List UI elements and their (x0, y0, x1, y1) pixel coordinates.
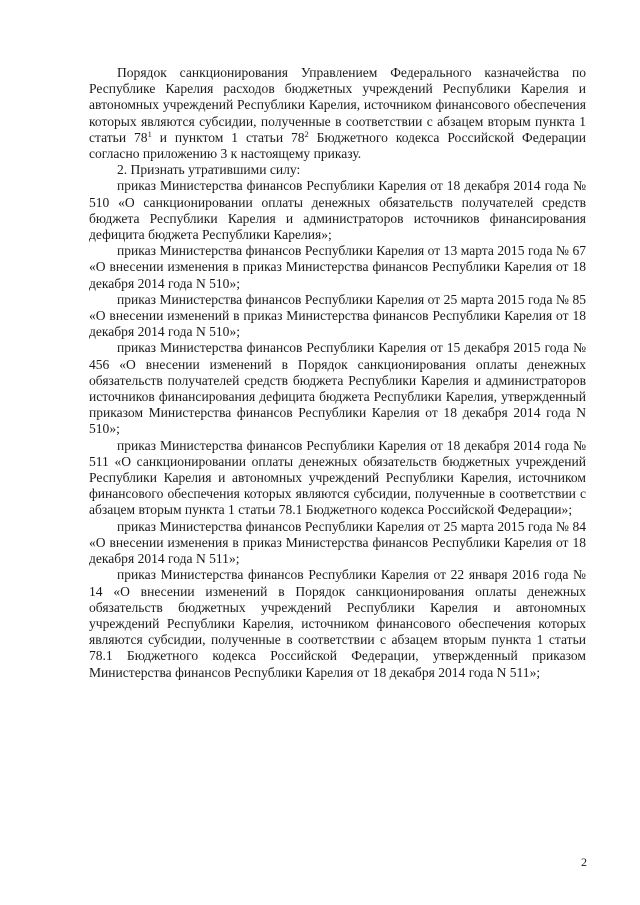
order-paragraph-3: приказ Министерства финансов Республики Карелия от 25 марта 2015 года № 85 «О внесении изменений в приказ Министерства финансов Республики Карелия от 18 декабря 2014 года N 510»; (89, 291, 586, 340)
order-paragraph-5: приказ Министерства финансов Республики Карелия от 18 декабря 2014 года № 511 «О санкционировании оплаты денежных обязательств бюджетных учреждений Республики Карелия и автономных учреждений Республики Карелия, источником финансового обеспечения которых являются субсидии, полученные в соответствии с абзацем вторым пункта 1 статьи 78.1 Бюджетного кодекса Российской Федерации»; (89, 437, 586, 518)
intro-text-part-3: Бюджетного кодекса Российской Федерации согласно приложению 3 к настоящему приказу. (89, 129, 586, 162)
intro-paragraph (89, 65, 586, 162)
document-body (89, 65, 586, 681)
footnote-sup-2: 2 (304, 128, 309, 139)
intro-text-part-2: и пунктом 1 статьи 78 (151, 129, 305, 145)
page-number: 2 (581, 855, 587, 869)
order-paragraph-1: приказ Министерства финансов Республики Карелия от 18 декабря 2014 года № 510 «О санкционировании оплаты денежных обязательств получателей средств бюджета Республики Карелия и администраторов источников финансирования дефицита бюджета Республики Карелия»; (89, 178, 586, 243)
order-paragraph-2: приказ Министерства финансов Республики Карелия от 13 марта 2015 года № 67 «О внесении изменения в приказ Министерства финансов Республики Карелия от 18 декабря 2014 года N 510»; (89, 243, 586, 291)
item-2-heading: 2. Признать утратившими силу: (117, 162, 301, 178)
intro-text-part-1: Порядок санкционирования Управлением Федерального казначейства по Республике Карелия расходов бюджетных учреждений Республики Карелия и автономных учреждений Республики Карелия, источником финансового обеспечения которых являются субсидии, полученные в соответствии с абзацем вторым пункта 1 статьи 78 (89, 65, 586, 145)
order-paragraph-4: приказ Министерства финансов Республики Карелия от 15 декабря 2015 года № 456 «О внесении изменений в Порядок санкционирования оплаты денежных обязательств получателей средств бюджета Республики Карелия и администраторов источников финансирования дефицита бюджета Республики Карелия, утвержденный приказом Министерства финансов Республики Карелия от 18 декабря 2014 года N 510»; (89, 340, 586, 437)
order-paragraph-6: приказ Министерства финансов Республики Карелия от 25 марта 2015 года № 84 «О внесении изменения в приказ Министерства финансов Республики Карелия от 18 декабря 2014 года N 511»; (89, 518, 586, 567)
order-paragraph-7: приказ Министерства финансов Республики Карелия от 22 января 2016 года № 14 «О внесении изменений в Порядок санкционирования оплаты денежных обязательств бюджетных учреждений Республики Карелия и автономных учреждений Республики Карелия, источником финансового обеспечения которых являются субсидии, полученные в соответствии с абзацем вторым пункта 1 статьи 78.1 Бюджетного кодекса Российской Федерации, утвержденный приказом Министерства финансов Республики Карелия от 18 декабря 2014 года N 511»; (89, 567, 586, 680)
footnote-sup-1: 1 (147, 128, 152, 139)
